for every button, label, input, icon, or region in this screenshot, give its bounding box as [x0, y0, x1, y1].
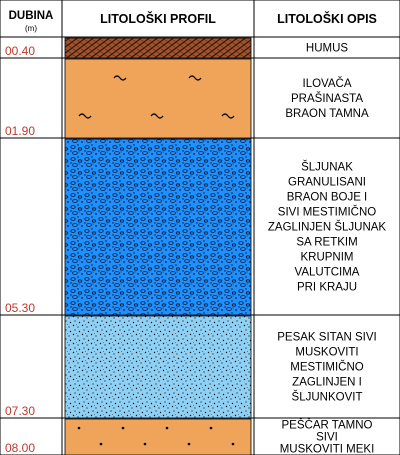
depth-unit-label: (m)	[25, 24, 37, 33]
layer-group	[0, 38, 400, 455]
description-line: SIVI	[316, 431, 338, 444]
depth-header: DUBINA	[8, 10, 54, 22]
depth-label-clay: 01.90	[5, 124, 36, 138]
lithology-fill-sandstone	[65, 419, 251, 455]
lithology-fill-gravel	[65, 139, 251, 315]
depth-label-gravel: 05.30	[5, 301, 36, 315]
description-line: ILOVAČA	[302, 78, 352, 90]
sandstone-dot	[78, 427, 81, 430]
lithology-fill-humus	[65, 38, 251, 58]
description-line: MUSKOVITI MEKI	[279, 443, 375, 455]
description-line: BRAON TAMNA	[285, 108, 369, 120]
description-line: ZAGLINJEN ŠLJUNAK	[267, 221, 387, 234]
description-line: KRUPNIM	[300, 251, 354, 264]
description-line: PESAK SITAN SIVI	[277, 331, 377, 344]
depth-label-sand: 07.30	[5, 404, 36, 418]
sandstone-dot	[100, 443, 103, 446]
sandstone-dot	[188, 443, 191, 446]
layer-clay	[0, 59, 400, 138]
description-line: PRAŠINASTA	[291, 93, 363, 105]
description-line: HUMUS	[305, 42, 349, 55]
lithology-fill-sand	[65, 316, 251, 418]
description-line: MESTIMIČNO	[290, 361, 364, 374]
lithology-fill-clay	[65, 59, 251, 138]
layer-humus	[0, 38, 400, 58]
description-line: ŠLJUNKOVIT	[291, 391, 363, 404]
description-line: SA RETKIM	[296, 236, 358, 249]
profile-header: LITOLOŠKI PROFIL	[100, 12, 216, 26]
description-header: LITOLOŠKI OPIS	[277, 12, 377, 26]
sandstone-dot	[144, 443, 147, 446]
layer-sand	[0, 316, 400, 418]
sandstone-dot	[210, 427, 213, 430]
depth-label-humus: 00.40	[5, 44, 36, 58]
description-line: ZAGLINJEN I	[292, 376, 362, 389]
sandstone-dot	[122, 427, 125, 430]
description-line: PRI KRAJU	[296, 281, 358, 294]
layer-gravel	[0, 139, 400, 315]
description-line: GRANULISANI	[288, 176, 366, 189]
depth-label-sandstone: 08.00	[5, 441, 36, 455]
description-line: SIVI MESTIMIČNO	[277, 206, 377, 219]
sandstone-dot	[166, 427, 169, 430]
description-line: MUSKOVITI	[295, 346, 359, 359]
layer-sandstone	[0, 419, 400, 455]
description-line: ŠLJUNAK	[301, 161, 353, 174]
description-line: BRAON BOJE I	[286, 191, 368, 204]
sandstone-dot	[232, 443, 235, 446]
description-line: PEŠČAR TAMNO	[281, 419, 373, 432]
description-line: VALUTCIMA	[294, 266, 360, 279]
